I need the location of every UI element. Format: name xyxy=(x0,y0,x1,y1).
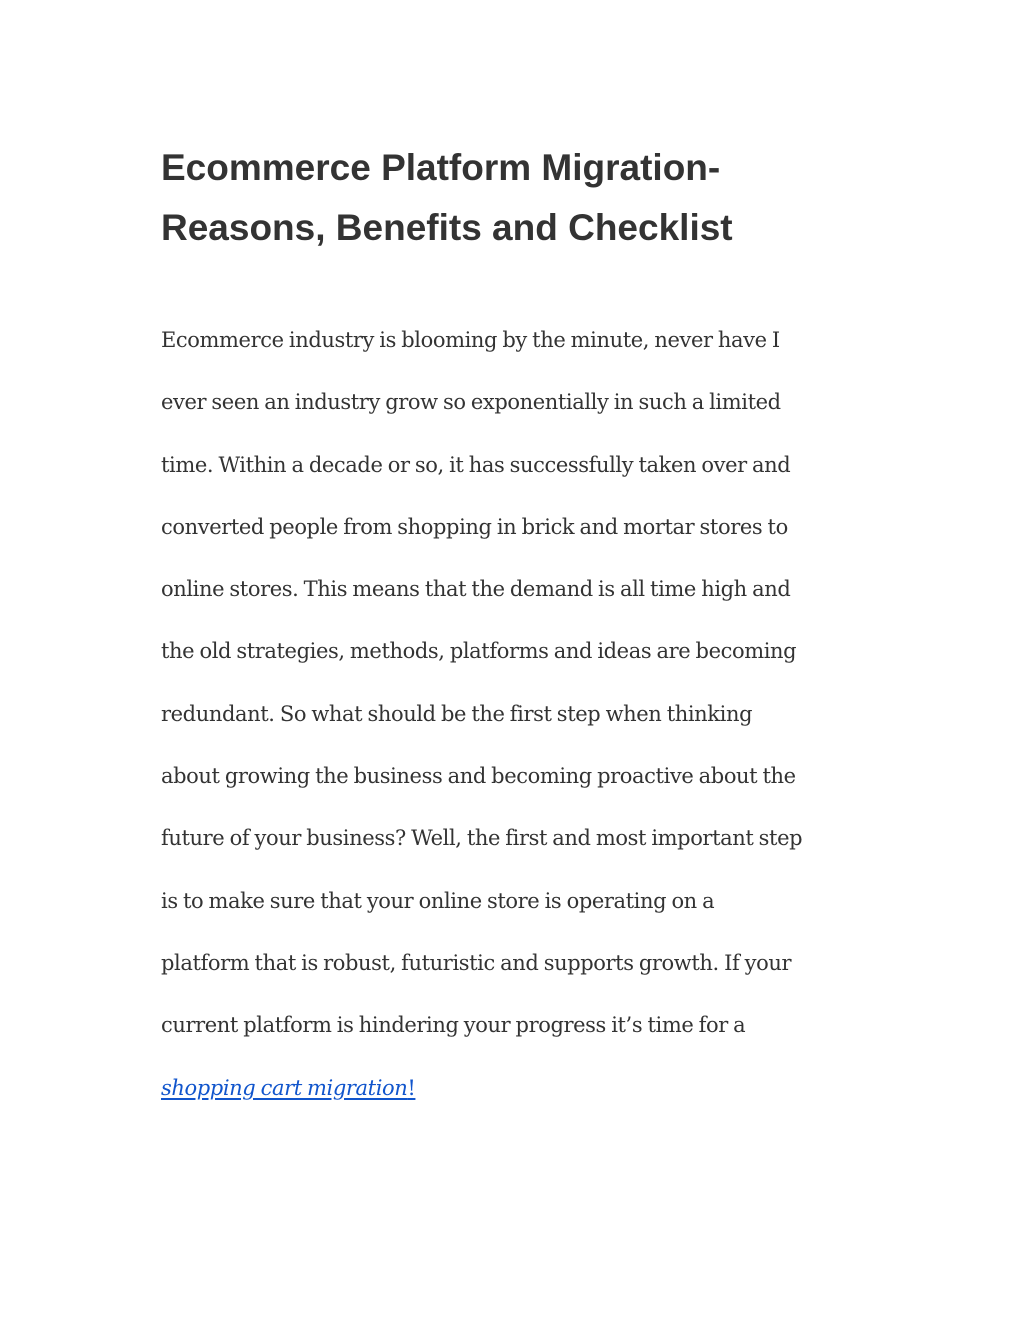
shopping-cart-migration-link[interactable]: shopping cart migration xyxy=(161,1075,408,1100)
paragraph-line: converted people from shopping in brick and mortar stores to xyxy=(161,514,788,539)
paragraph-line: online stores. This means that the demand is all time high and xyxy=(161,577,791,602)
paragraph-line: the old strategies, methods, platforms and ideas are becoming xyxy=(161,639,797,664)
paragraph-line: is to make sure that your online store is operating on a xyxy=(161,888,715,913)
intro-paragraph xyxy=(161,309,881,1119)
link-suffix: ! xyxy=(407,1075,416,1100)
paragraph-line: platform that is robust, futuristic and supports growth. If your xyxy=(161,950,792,975)
paragraph-line: redundant. So what should be the first step when thinking xyxy=(161,701,753,726)
paragraph-line: about growing the business and becoming proactive about the xyxy=(161,764,796,789)
paragraph-line: Ecommerce industry is blooming by the minute, never have I xyxy=(161,328,780,352)
paragraph-line: future of your business? Well, the first and most important step xyxy=(161,826,803,851)
title-line: Ecommerce Platform Migration- xyxy=(161,147,721,188)
page-title xyxy=(161,138,881,258)
title-line: Reasons, Benefits and Checklist xyxy=(161,207,733,248)
paragraph-line: current platform is hindering your progress it’s time for a xyxy=(161,1013,746,1038)
paragraph-line: time. Within a decade or so, it has successfully taken over and xyxy=(161,452,791,477)
paragraph-line: ever seen an industry grow so exponentially in such a limited xyxy=(161,390,781,415)
paragraph-line-with-link xyxy=(161,1057,881,1119)
